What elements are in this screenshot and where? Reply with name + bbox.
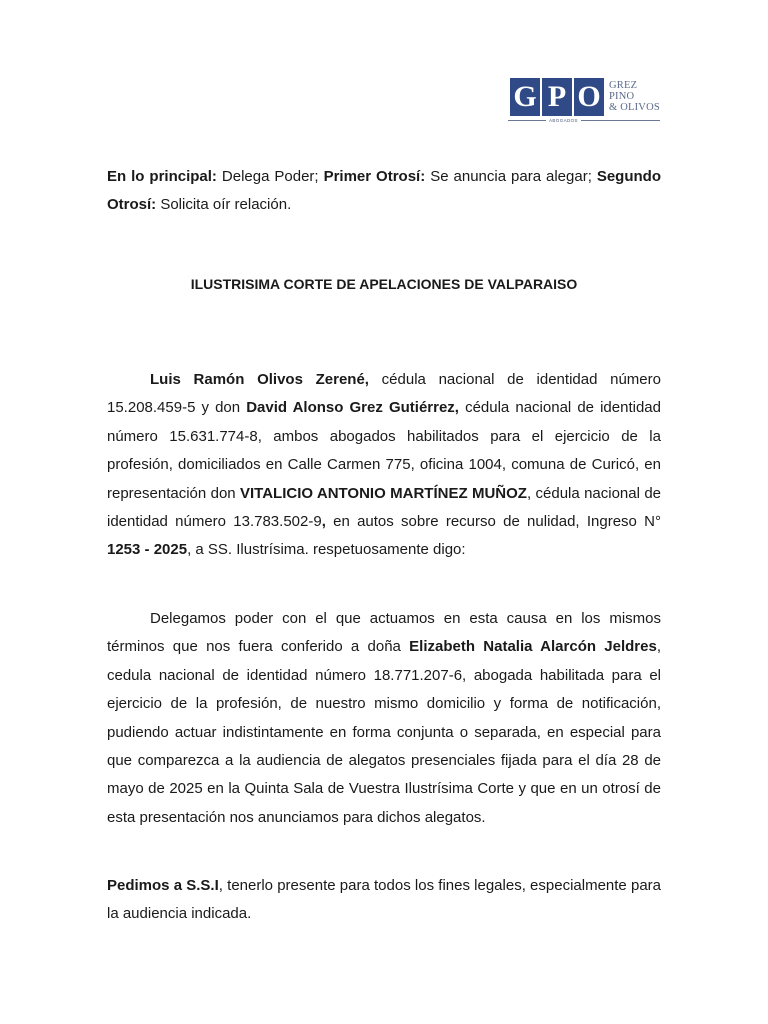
logo-rule	[508, 120, 660, 121]
logo-letter-p: P	[542, 78, 572, 116]
logo-word-grez: GREZ	[609, 80, 638, 91]
sumilla-label-primer-otrosi: Primer Otrosí:	[323, 168, 426, 185]
sumilla-text-primer-otrosi: Se anuncia para alegar;	[425, 168, 597, 185]
firm-logo	[508, 78, 660, 124]
logo-firm-name	[609, 80, 661, 113]
logo-letter-g: G	[510, 78, 540, 116]
client-name: VITALICIO ANTONIO MARTÍNEZ MUÑOZ	[240, 484, 527, 502]
delegate-name: Elizabeth Natalia Alarcón Jeldres	[409, 638, 657, 656]
logo-letter-o: O	[574, 78, 604, 116]
p1-text-2: cédula nacional de identidad número 15.631.774-8, ambos abogados habilitados para el ejercicio de la profesión, domiciliados en Calle Carmen 775, oficina 1004, comuna de Curicó, en representación don	[107, 399, 661, 502]
paragraph-appearance	[107, 366, 661, 565]
sumilla	[107, 163, 661, 220]
p1-text-5: , a SS. Ilustrísima. respetuosamente digo:	[187, 541, 466, 559]
paragraph-delegation	[107, 605, 661, 832]
lawyer-name-2: David Alonso Grez Gutiérrez,	[246, 399, 459, 417]
lawyer-name-1: Luis Ramón Olivos Zerené,	[150, 371, 369, 388]
p2-text-2: , cedula nacional de identidad número 18.771.207-6, abogada habilitada para el ejercicio de la profesión, de nuestro mismo domicilio y forma de notificación, pudiendo actuar indistintamente en forma conjunta o separada, en especial para que comparezca a la audiencia de alegatos presenciales fijada para el día 28 de mayo de 2025 en la Quinta Sala de Vuestra Ilustrísima Corte y que en un otrosí de esta presentación nos anunciamos para dichos alegatos.	[107, 638, 661, 826]
p1-bold-comma: ,	[321, 513, 326, 531]
p3-text-1: , tenerlo presente para todos los fines legales, especialmente para la audiencia indicada.	[107, 877, 661, 923]
p1-text-4: en autos sobre recurso de nulidad, Ingreso N°	[325, 513, 661, 531]
sumilla-text-segundo-otrosi: Solicita oír relación.	[156, 196, 292, 214]
logo-subtitle: ABOGADOS	[546, 118, 581, 123]
court-title: ILUSTRISIMA CORTE DE APELACIONES DE VALPARAISO	[190, 276, 578, 292]
p2-text-1: Delegamos poder con el que actuamos en esta causa en los mismos términos que nos fuera conferido a doña	[107, 610, 661, 656]
p1-text-3: , cédula nacional de identidad número 13.783.502-9	[107, 484, 661, 531]
request-lead: Pedimos a S.S.I	[107, 877, 219, 894]
sumilla-text-principal: Delega Poder;	[216, 168, 324, 185]
p1-text-1: cédula nacional de identidad número 15.208.459-5 y don	[107, 371, 661, 417]
sumilla-label-principal: En lo principal:	[107, 168, 217, 185]
paragraph-request	[107, 872, 661, 929]
logo-word-pino: PINO	[609, 91, 635, 102]
logo-word-olivos: & OLIVOS	[609, 102, 660, 113]
sumilla-label-segundo-otrosi: Segundo Otrosí:	[107, 168, 661, 214]
case-number: 1253 - 2025	[107, 541, 188, 559]
